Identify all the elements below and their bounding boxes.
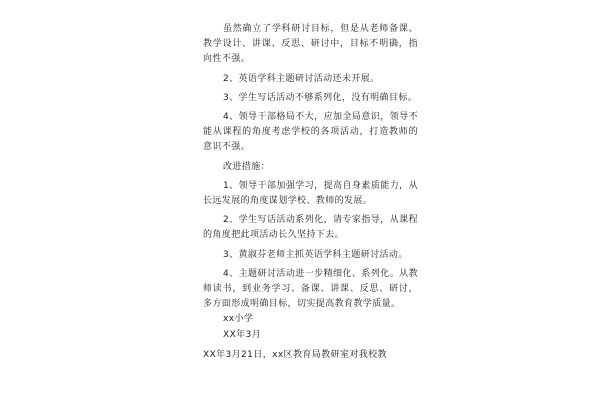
paragraph-issue-3: 3、学生写话活动不够系列化，没有明确目标。 <box>223 92 418 103</box>
signature-date: XX年3月 <box>223 329 262 340</box>
paragraph-issue-2: 2、英语学科主题研讨活动还未开展。 <box>223 73 380 84</box>
footer-text: XX年3月21日，xx区教育局教研室对我校教 <box>203 350 387 360</box>
signature-school: xx小学 <box>223 314 254 325</box>
paragraph-issue-4: 4、领导干部格局不大，应加全局意识，领导不能从课程的角度考虑学校的各项活动，打造教师的意识不强。 <box>203 112 418 153</box>
paragraph-measure-4: 4、主题研讨活动进一步精细化、系列化。从教师读书，到业务学习、备课、讲课、反思、研讨，多方面形成明确目标，切实提高教育教学质量。 <box>203 268 418 310</box>
section-heading-improvements: 改进措施： <box>223 161 271 172</box>
paragraph-measure-1: 1、领导干部加强学习，提高自身素质能力，从长远发展的角度谋划学校、教师的发展。 <box>203 180 418 207</box>
paragraph-goal-issue: 虽然确立了学科研讨目标，但是从老师备课、教学设计、讲课、反思、研讨中，目标不明确，指向性不强。 <box>203 24 418 65</box>
paragraph-measure-3: 3、黄淑芬老师主抓英语学科主题研讨活动。 <box>223 249 408 260</box>
document-body <box>203 22 418 343</box>
paragraph-measure-2: 2、学生写话活动系列化，请专家指导，从课程的角度把此项活动长久坚持下去。 <box>203 215 418 241</box>
